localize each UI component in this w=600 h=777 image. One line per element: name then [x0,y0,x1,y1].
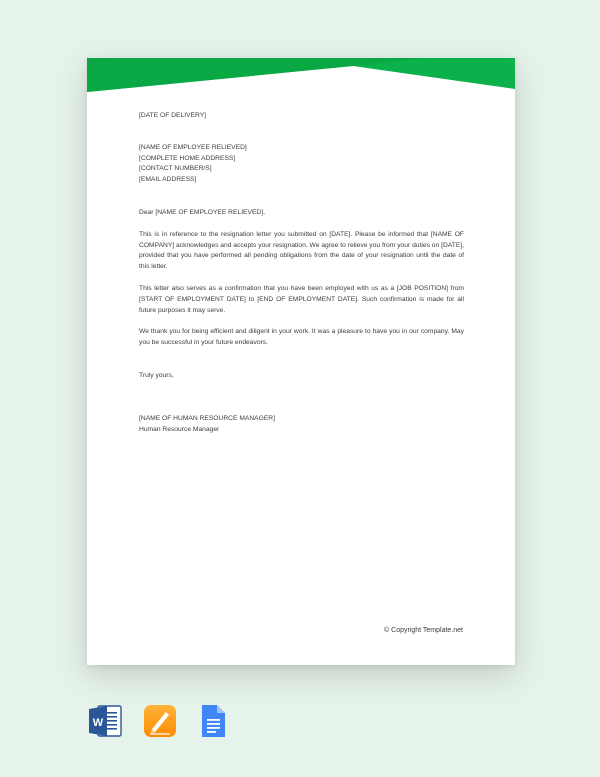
recipient-home-address: [COMPLETE HOME ADDRESS] [139,154,236,162]
signatory-name: [NAME OF HUMAN RESOURCE MANAGER] [139,414,275,422]
word-letter: W [92,717,104,729]
closing: Truly yours, [139,371,174,379]
body-paragraph-3: We thank you for being efficient and diligent in your work. It was a pleasure to have you in our company. May you be successful in your future endeavors. [139,328,464,347]
google-docs-icon[interactable] [199,703,227,739]
apple-pages-icon[interactable] [143,703,177,739]
green-header-band [87,58,515,92]
recipient-contact-number: [CONTACT NUMBER/S] [139,165,212,173]
body-paragraph-2: This letter also serves as a confirmation that you have been employed with us as a [JOB POSITION] from [START OF EMPLOYMENT DATE] to [END OF EMPLOYMENT DATE]. Such confirmation is made for all future purposes it may serve. [139,284,464,314]
letter-page [87,58,515,665]
recipient-name: [NAME OF EMPLOYEE RELIEVED] [139,143,247,151]
salutation: Dear [NAME OF EMPLOYEE RELIEVED], [139,208,265,216]
letter-body [139,111,464,435]
compatible-apps [0,703,600,743]
letter-date: [DATE OF DELIVERY] [139,112,207,119]
recipient-address [139,143,464,186]
signatory-title: Human Resource Manager [139,425,220,433]
microsoft-word-icon[interactable] [88,703,124,739]
recipient-email: [EMAIL ADDRESS] [139,176,197,184]
copyright-notice: © Copyright Template.net [384,627,463,634]
body-paragraph-1: This is in reference to the resignation letter you submitted on [DATE]. Please be informed that [NAME OF COMPANY] acknowledges and accepts your resignation. We agree to relieve you from your duties on [DATE], provided that you have performed all pending obligations from the date of your resignation until the date of this letter. [139,230,464,271]
